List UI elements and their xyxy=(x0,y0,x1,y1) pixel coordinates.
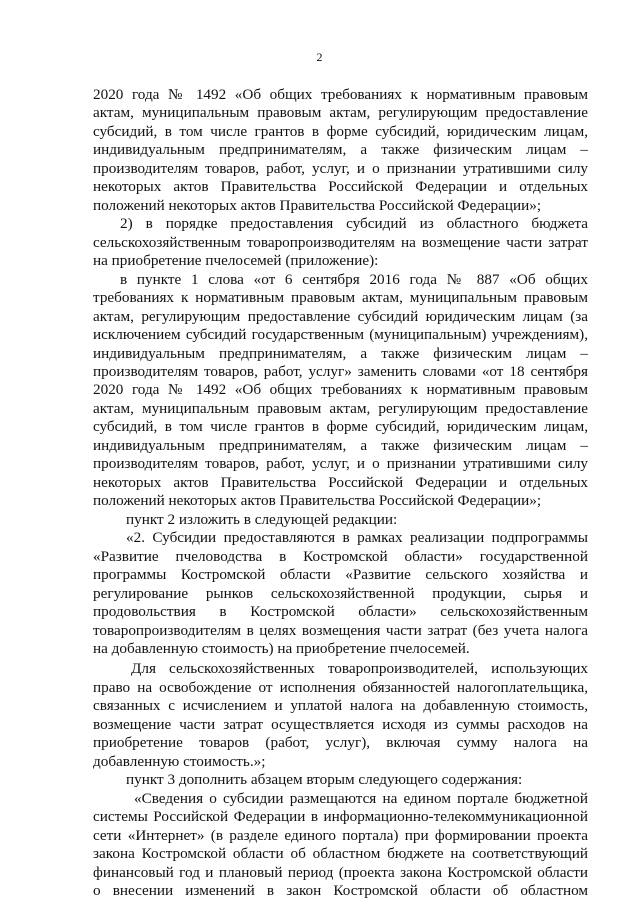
text-line: положений некоторых актов Правительства Российской Федерации»; xyxy=(93,196,542,214)
text-line: актам, муниципальным правовым актам, регулирующим предоставление xyxy=(93,399,588,417)
text-line: связанных с исчислением и уплатой налога на добавленную стоимость, xyxy=(93,697,588,715)
text-line: о внесении изменений в закон Костромской области об областном xyxy=(93,882,588,899)
text-line: индивидуальным предпринимателям, а также физическим лицам – xyxy=(93,436,588,454)
text-line: «Развитие пчеловодства в Костромской области» государственной xyxy=(93,547,588,565)
text-line: субсидий, в том числе грантов в форме субсидий, юридическим лицам, xyxy=(93,122,588,140)
text-line: регулирование рынков сельскохозяйственной продукции, сырья и xyxy=(93,584,588,602)
text-line: 2020 года № 1492 «Об общих требованиях к нормативным правовым xyxy=(93,86,588,103)
text-line: возмещение части затрат осуществляется исходя из суммы расходов на xyxy=(93,715,588,733)
text-line: программы Костромской области «Развитие сельского хозяйства и xyxy=(93,566,588,584)
text-line: Для сельскохозяйственных товаропроизводителей, использующих xyxy=(131,660,588,678)
text-line: закона Костромской области об областном бюджете на соответствующий xyxy=(93,845,588,863)
text-line: на добавленную стоимость) на приобретение пчелосемей. xyxy=(93,639,470,657)
text-line: финансовый год и плановый период (проекта закона Костромской области xyxy=(93,863,588,881)
text-line: индивидуальным предпринимателям, а также физическим лицам – xyxy=(93,141,588,159)
text-line: системы Российской Федерации в информационно-телекоммуникационной xyxy=(93,808,588,826)
page-number: 2 xyxy=(316,50,323,64)
text-line: на приобретение пчелосемей (приложение): xyxy=(93,252,379,270)
text-line: индивидуальным предпринимателям, а также физическим лицам – xyxy=(93,344,588,362)
text-line: 2020 года № 1492 «Об общих требованиях к нормативным правовым xyxy=(93,381,588,399)
text-line: сельскохозяйственным товаропроизводителям на возмещение части затрат xyxy=(93,233,588,251)
text-line: пункт 2 изложить в следующей редакции: xyxy=(126,510,398,528)
text-line: требованиях к нормативным правовым актам, муниципальным правовым xyxy=(93,289,588,307)
text-line: право на освобождение от исполнения обязанностей налогоплательщика, xyxy=(93,678,588,696)
text-line: продовольствия в Костромской области» сельскохозяйственным xyxy=(93,603,588,621)
text-line: производителям товаров, работ, услуг, и о признании утратившими силу xyxy=(93,159,588,177)
text-line: актам, регулирующим предоставление субсидий юридическим лицам (за xyxy=(93,307,588,325)
text-line: сети «Интернет» (в разделе единого портала) при формировании проекта xyxy=(93,826,588,844)
text-line: 2) в порядке предоставления субсидий из областного бюджета xyxy=(120,215,588,233)
text-line: товаропроизводителям в целях возмещения части затрат (без учета налога xyxy=(93,621,588,639)
text-line: производителям товаров, работ, услуг» заменить словами «от 18 сентября xyxy=(93,362,588,380)
text-line: «2. Субсидии предоставляются в рамках реализации подпрограммы xyxy=(126,529,588,547)
text-line: производителям товаров, работ, услуг, и о признании утратившими силу xyxy=(93,455,588,473)
text-line: «Сведения о субсидии размещаются на едином портале бюджетной xyxy=(134,789,588,807)
text-line: некоторых актов Правительства Российской Федерации и отдельных xyxy=(93,178,588,196)
text-line: пункт 3 дополнить абзацем вторым следующего содержания: xyxy=(126,771,523,789)
text-line: приобретение товаров (работ, услуг), включая сумму налога на xyxy=(93,734,588,752)
text-line: положений некоторых актов Правительства Российской Федерации»; xyxy=(93,492,542,510)
text-line: актам, муниципальным правовым актам, регулирующим предоставление xyxy=(93,104,588,122)
text-line: субсидий, в том числе грантов в форме субсидий, юридическим лицам, xyxy=(93,418,588,436)
text-line: исключением субсидий государственным (муниципальным) учреждениям), xyxy=(93,326,588,344)
text-line: добавленную стоимость.»; xyxy=(93,752,266,770)
text-line: некоторых актов Правительства Российской Федерации и отдельных xyxy=(93,473,588,491)
text-line: в пункте 1 слова «от 6 сентября 2016 года № 887 «Об общих xyxy=(120,270,588,288)
